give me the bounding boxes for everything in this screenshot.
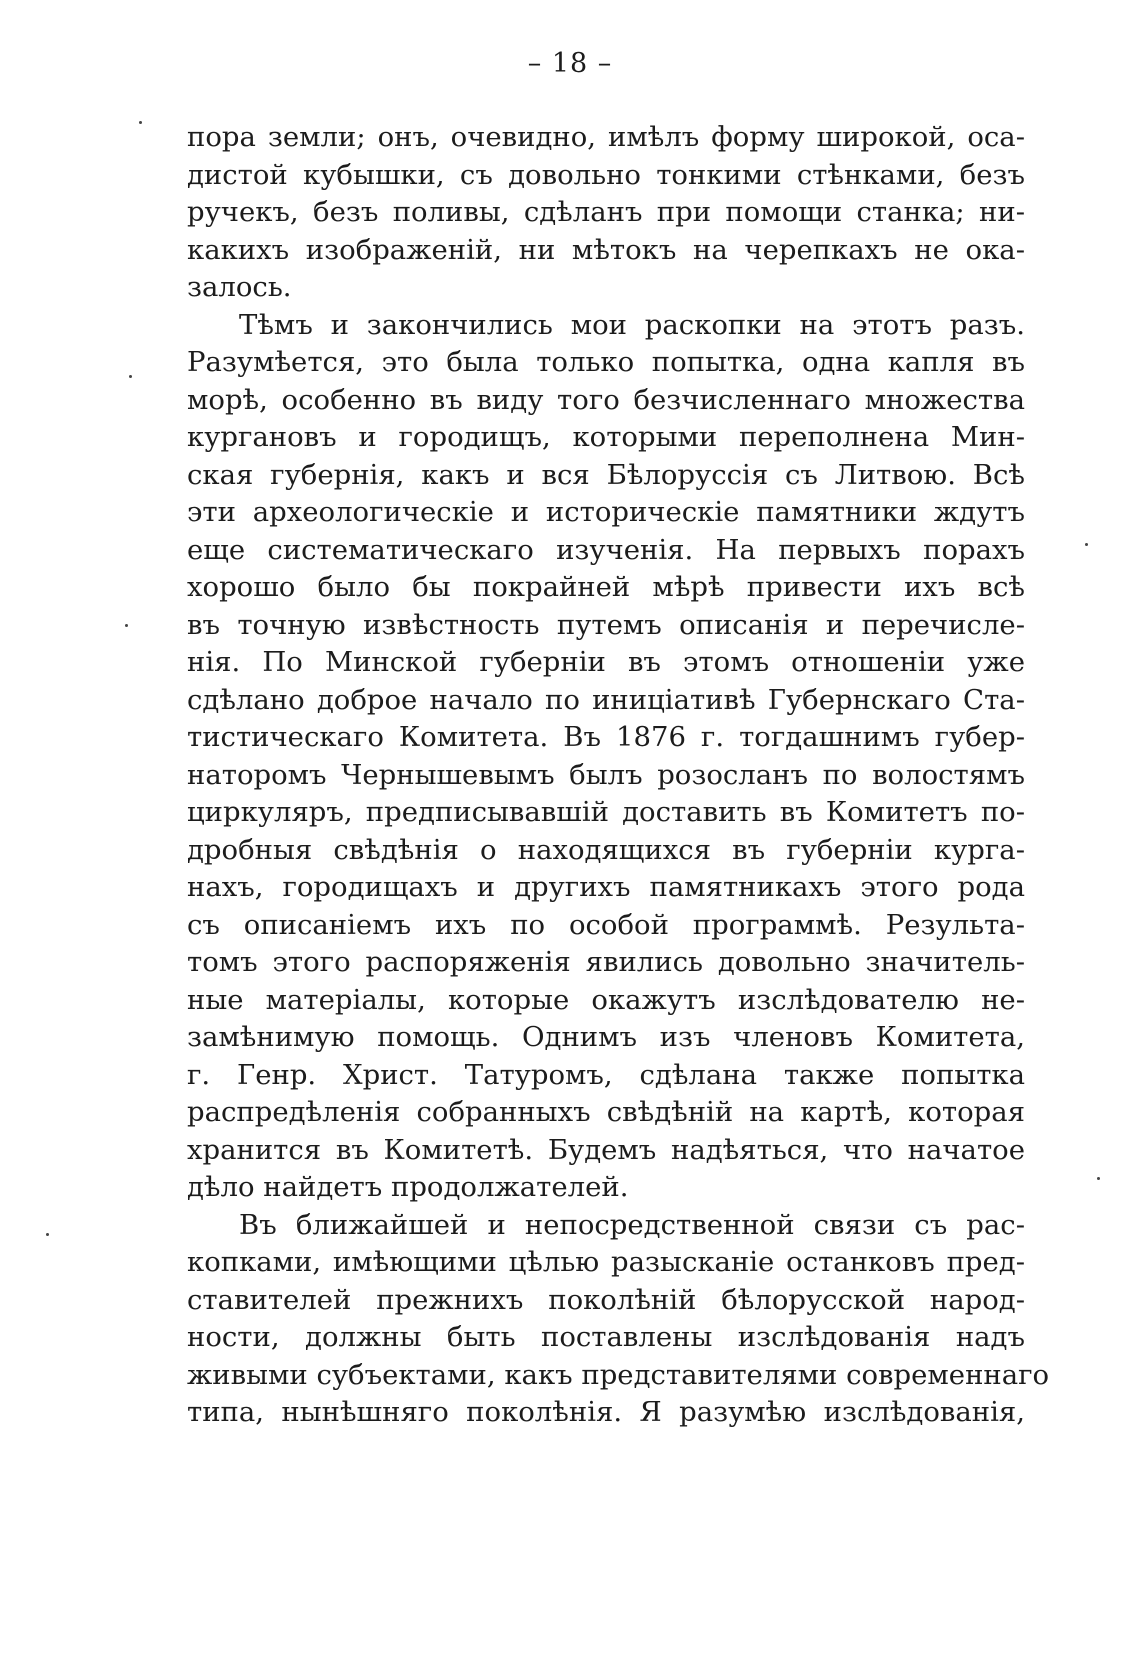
text-line: копками, имѣющими цѣлью разысканіе останковъ пред- (187, 1246, 1025, 1278)
scan-speck (139, 121, 142, 124)
text-line: дробныя свѣдѣнія о находящихся въ губерніи курга- (187, 833, 1025, 866)
text-line: ные матеріалы, которые окажутъ изслѣдователю не- (187, 983, 1025, 1016)
text-line: ручекъ, безъ поливы, сдѣланъ при помощи станка; ни- (187, 196, 1025, 228)
text-line: ности, должны быть поставлены изслѣдованія надъ (187, 1321, 1025, 1353)
text-line: ская губернія, какъ и вся Бѣлоруссія съ Литвою. Всѣ (187, 458, 1025, 491)
text-line: Тѣмъ и закончились мои раскопки на этотъ разъ. (239, 308, 1025, 341)
body-text (187, 119, 1050, 1432)
text-line: ставителей прежнихъ поколѣній бѣлорусской народ- (187, 1283, 1025, 1316)
text-line: въ точную извѣстность путемъ описанія и перечисле- (187, 608, 1025, 641)
text-line: дистой кубышки, съ довольно тонкими стѣнками, безъ (187, 158, 1025, 191)
text-line: эти археологическіе и историческіе памятники ждутъ (187, 496, 1025, 528)
text-line: дѣло найдетъ продолжателей. (187, 1171, 629, 1203)
text-line: тистическаго Комитета. Въ 1876 г. тогдашнимъ губер- (187, 721, 1025, 753)
text-line: томъ этого распоряженія явились довольно значитель- (187, 946, 1025, 978)
text-line: хранится въ Комитетѣ. Будемъ надѣяться, что начатое (187, 1133, 1025, 1166)
scan-speck (129, 375, 132, 378)
text-line: распредѣленія собранныхъ свѣдѣній на картѣ, которая (187, 1096, 1025, 1128)
text-line: какихъ изображеній, ни мѣтокъ на черепкахъ не ока- (187, 233, 1025, 266)
text-line: пора земли; онъ, очевидно, имѣлъ форму широкой, оса- (187, 121, 1025, 153)
text-line: съ описаніемъ ихъ по особой программѣ. Результа- (187, 908, 1025, 941)
text-line: живыми субъектами, какъ представителями современнаго (187, 1358, 1050, 1391)
text-line: морѣ, особенно въ виду того безчисленнаго множества (187, 383, 1025, 416)
text-line: нахъ, городищахъ и другихъ памятникахъ этого рода (187, 871, 1025, 903)
text-line: г. Генр. Христ. Татуромъ, сдѣлана также попытка (187, 1058, 1025, 1091)
text-line: замѣнимую помощь. Однимъ изъ членовъ Комитета, (187, 1021, 1025, 1053)
text-line: Въ ближайшей и непосредственной связи съ рас- (239, 1208, 1025, 1241)
text-line: нія. По Минской губерніи въ этомъ отношеніи уже (187, 646, 1025, 678)
text-line: сдѣлано доброе начало по иниціативѣ Губернскаго Ста- (187, 683, 1025, 716)
text-line: залось. (187, 271, 292, 303)
scan-speck (1097, 1177, 1100, 1180)
page-number: – 18 – (527, 48, 613, 79)
text-line: Разумѣется, это была только попытка, одна капля въ (187, 346, 1025, 378)
paragraph-3 (187, 1207, 1050, 1432)
text-line: циркуляръ, предписывавшій доставить въ Комитетъ по- (187, 796, 1025, 828)
text-line: еще систематическаго изученія. На первыхъ порахъ (187, 533, 1025, 566)
paragraph-2 (187, 307, 1025, 1207)
scan-speck (46, 1233, 49, 1236)
paragraph-1 (187, 119, 1025, 307)
text-line: наторомъ Чернышевымъ былъ розосланъ по волостямъ (187, 758, 1025, 791)
scan-speck (125, 624, 128, 627)
text-line: хорошо было бы покрайней мѣрѣ привести ихъ всѣ (187, 571, 1025, 603)
scan-speck (1085, 543, 1088, 546)
text-line: кургановъ и городищъ, которыми переполнена Мин- (187, 421, 1025, 453)
text-line: типа, нынѣшняго поколѣнія. Я разумѣю изслѣдованія, (187, 1396, 1025, 1428)
